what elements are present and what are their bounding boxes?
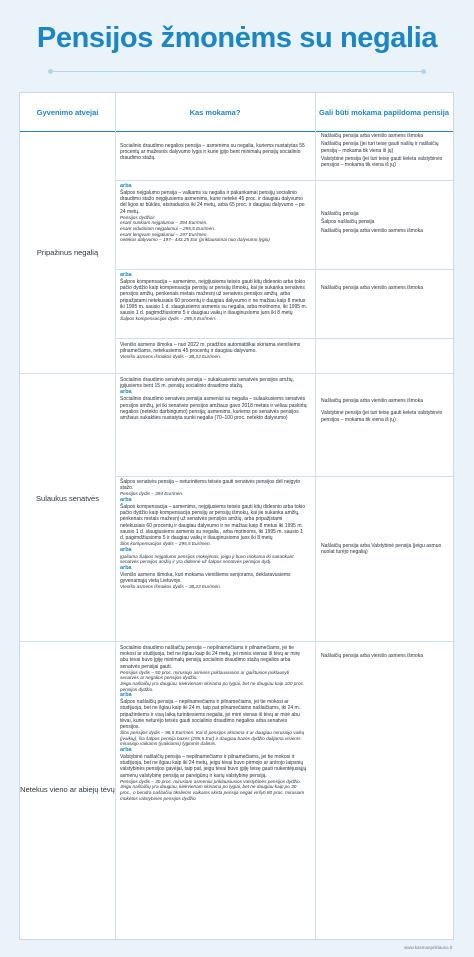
note: netekus dalyvumo – 197– 443,25 Eur (priklausomai nuo dalyvumo lygio) [120, 237, 270, 243]
row-relief-disability-extra [318, 211, 452, 234]
note: Pensijos dydis – 394 Eur/mėn. [120, 491, 184, 497]
note: esant lengvam neįgalumui – 197 Eur/mėn. [120, 231, 208, 237]
row-separator [116, 476, 453, 477]
disability-insurance-text: Socialinio draudimo negalios pensija – asmenims su negalia, kuriems nustatytas 55 procentų ar mažesnis dalyvumo lygis ir kurie įgijo bent minimalų pensijų socialinio draudimo stažą. [120, 143, 305, 162]
header-life-case: Gyvenimo atvejai [36, 107, 99, 117]
note: Pensijos dydis – 30 proc. mirusiam asmeniui priklausiusios valstybinės pensijos dydžio. [120, 778, 302, 784]
category-old-age: Sulaukus senatvės [36, 494, 99, 504]
extra-text: Našlaičių pensija (jei turi teisę gauti našlių ir našlaičių pensiją – mokama tik viena iš jų) [321, 141, 439, 154]
divider-dot-left [48, 69, 53, 74]
note: Jeigu našlaičių yra daugiau, kiekvienam skiriama po lygiai, bet ne daugiau kaip po 30 proc., o bendra našlaičiui tiksliems vaikams skirta pensija negali viršyti 80 proc. mirusiam mokėtos valstybinės pensijos dydžio. [120, 784, 305, 801]
pension-table [19, 92, 454, 940]
row-orphan-extra: Našlaičių pensija arba vienišo asmens išmoka [321, 653, 423, 659]
extra-text: Valstybinė pensija (jei turi teisę gauti keleta valstybinės pensijos – mokama tik viena iš jų) [321, 410, 443, 423]
old-age-disability-text: Socialinio draudimo senatvės pensija asmeniui su negalia – sulaukusiems senatvės pensijos amžių, jei iki senatvės pensijos amžiaus gavo 2018 metais ir vėliau paskirtą negalios (netekto darbingumo) pensiją; asmenims, kuriems po senatvės pensijos amžiaus sukakties nustatyta sunki negalia (70–100 proc. netekto dalyvumo) [120, 396, 307, 422]
arba-label: arba [120, 183, 132, 189]
extra-text: Valstybinė pensija (jei turi teisę gauti keleta valstybinės pensijos – mokama tik viena iš jų) [321, 155, 443, 169]
orphan-state-text: Valstybinė našlaičių pensija – nepilnamečiams ir pilnamečiams, jei tie mokosi ir studijuoja, bet ne ilgiau kaip iki 24 metų, jeigu tėvai buvo pirmojo ar antrojo laipsnių valstybinės pensijos gavėjai, taip pat, jeigu tėvai buvo įgiję teisę gauti nukentėjusiųjų asmenų valstybinę pensiją ar pareigūnų ir karių valstybinę pensiją. [120, 753, 307, 779]
header-additional-pension: Gali būti mokama papildoma pensija [318, 107, 450, 117]
category-disability: Pripažinus negalią [36, 248, 99, 258]
orphan-relief-text: Šalpos našlaičių pensija – nepilnamečiams ir pilnamečiams, jei tie mokosi ar studijuoja, bet ne ilgiau kaip iki 24 m. taip pat pilnamečiams našlaičiams, iki 24 m. pripažintiems ir visą laiką turintiesiems negalia, jei mirė vienas iš tėvų ar mirė abu tėvai, kurie neturėjo teisės gauti socialinio draudimo negalios arba senatvės pensijos. [120, 699, 301, 730]
row-relief-old-age [116, 479, 312, 590]
extra-text: Šalpos našlaičių pensija [321, 219, 375, 226]
page-title: Pensijos žmonėms su negalia [36, 22, 438, 54]
relief-old-age-text: Šalpos senatvės pensija – neturintiems teisės gauti senatvės pensijos dėl neįgyto stažo. [120, 479, 301, 492]
extra-text: Našlaičių pensija [321, 211, 359, 217]
old-age-insurance-text: Socialinio draudimo senatvės pensija – sukakusiems senatvės pensijos amžių, įgijusiems bent 15 m. pensijų socialinio draudimo stažą. [120, 377, 294, 390]
row-relief-disability [116, 183, 312, 243]
row-separator [116, 338, 453, 339]
header-what-is-paid: Kas mokama? [189, 107, 241, 117]
row-separator [116, 180, 453, 181]
orphan-insurance-text: Socialinio draudimo našlaičių pensija – nepilnamečiams ir pilnamečiams, jei tie mokosi ar studijuoja, bet ne ilgiau kaip iki 24 metų, jei mirės vienas iš tėvų ar mirę abu tėvai buvo įgiję minimalų pensijų socialinio draudimo stažą negalios arba senatvės pensijai gauti. [120, 645, 301, 670]
row-relief-compensation [116, 272, 312, 322]
title-divider [50, 71, 424, 72]
row-old-age-insurance-extra [318, 398, 452, 423]
note: Pensijos dydžiai: [120, 214, 155, 220]
single-senior-text: Vienišo asmens išmoka, kuri mokama vienišiems senjorams, deklaravusiems gyvenamąją vietą Lietuvoje. [120, 572, 291, 585]
note: Jeigu našlaičių yra daugiau, kiekvienam skiriama po lygiai, bet ne daugiau kaip 100 proc. pensijos dydžio. [120, 681, 305, 692]
relief-compensation-text: Šalpos kompensacija – asmenims, neįgijusiems teisės gauti kitų didesnio arba tokio pačio dydžio kaip kompensacija pensijų ar pensijų išmokų, kai jie sukanka amžių, penkeriais metais mažesnį už senatvės pensijos amžių, arba pripažįstami netekusiais 60 procentų ir daugiau dalyvumo ir ne mažiau kaip 8 metus iki 1995 m. sausio 1 d. slaugiusiems asmenis su negalia , arba motinoms, iki 1995 m. sausio 1 d. pagimdžiusioms 5 ir daugiau vaikų ir išauginusioms juos iki 8 metų [120, 504, 306, 542]
note: Šlos pensijos dydis – 98,5 Eur/mėn. Kai iš pensijos skiriama 4 ar daugiau mirusiojo vaikų (įvaikių), šia šalpos pensija bazės (295,5 Eur) ir daugiau bazės dydžio dalijama visiems mirusiojo vaikams (įvaikiams) lygiomis dalimis. [120, 730, 305, 747]
row-relief-old-age-extra: Našlaičių pensija arba Valstybinė pensija (jeigu asmuo nuolat turėjo negalią) [321, 543, 442, 556]
row-separator [116, 641, 453, 642]
row-disability-insurance [116, 143, 312, 162]
extra-text: Našlaičių pensija arba vienišo asmens išmoka [321, 227, 423, 234]
row-relief-compensation-extra: Našlaičių pensija arba vienišo asmens išmoka [321, 285, 423, 291]
divider-dot-right [421, 69, 426, 74]
arba-label: arba [120, 389, 132, 396]
footer-url: www.kasmanpriklauso.lt [403, 945, 452, 950]
arba-label: arba [120, 565, 132, 571]
row-orphan [116, 645, 312, 801]
row-disability-insurance-extra [318, 133, 452, 168]
note: esant sunkiam neįgalumui – 394 Eur/mėn. [120, 220, 208, 226]
row-separator [116, 373, 453, 374]
extra-text: Našlaičių pensija arba vienišo asmens išmoka [321, 133, 423, 139]
note: Vienišo asmens išmokos dydis – 38,23 Eur/mėn. [120, 354, 222, 360]
row-old-age-insurance [116, 377, 312, 421]
arba-label: arba [120, 692, 132, 699]
arba-label: arba [120, 272, 132, 278]
note: Pensijos dydis – 50 proc. mirusiojo asmens priklausiusios ar gaištusios priklausyti senatvės ar negalios pensijos dydžio. [120, 669, 290, 681]
arba-label: arba [120, 497, 132, 503]
extra-text: Našlaičių pensija arba vienišo asmens išmoka [321, 398, 423, 404]
column-divider [315, 93, 316, 939]
relief-disability-text: Šalpos neįgalumo pensija – valkams su negalia ir pakankamai pensijų socialinio draudimo stažo neįgijusiems asmenims, kurie netekė 45 proc. ir daugiau dalyvumo dėl ligos ar būklės, atsiradusios iki 24 metų, arba 65 proc. ir daugiau dalyvumo – po 24 metų. [120, 190, 305, 215]
note: esant vidutiniam neįgalumui – 295,5 Eur/mėn. [120, 226, 216, 231]
note: Šlos kompensacijos dydis – 295,5 Eur/mėn. [120, 541, 211, 547]
relief-compensation-text: Šalpos kompensacija – asmenims, neįgijusiems teisės gauti kitų didesnio arba tokio pačio dydžio kaip kompensacija pensijų ar pensijų išmokų, kai jie sukanka senatvės pensijos amžių, penkeriais metais mažesnį už senatvės pensijos amžių, arba pripažįstami netekusiais 60 procentų ir daugiau dalyvumo ir ne mažiau kaip 8 metus iki 1995 m. sausio 1 d. slaugiusiems asmenis su negalia, arba motinoms, iki 1995 m. sausio 1 d. pagimdžiusioms 5 ir daugiau vaikų ir išauginusioms juos iki 8 metų [120, 279, 308, 317]
single-person-text: Vienišo asmens išmoka – nuo 2022 m. pradžios automatiškai skiriama vienišiems pilnamečiams, netekusiems 45 procentų ir daugiau dalyvumo. [120, 342, 301, 355]
table-header [20, 93, 453, 132]
category-orphan: Netekus vieno ar abiejų tėvų [20, 785, 115, 795]
arba-label: arba [120, 746, 132, 753]
row-single-person [116, 342, 312, 360]
note: Šalpos kompensacijos dydis – 295,5 Eur/mėn. [120, 316, 217, 322]
arba-label: arba [120, 546, 132, 553]
note: Įgaliama Šalpos neįgalumo pensijos mokėjimas, jeigu ji buvo mokama iki sukankant senatvės pensijos amžių ir yra didesnė už šalpos senatvės pensijos dydį. [120, 553, 294, 565]
note: Vienišo asmens išmokos dydis – 38,23 Eur/mėn. [120, 584, 222, 590]
row-separator [116, 269, 453, 270]
